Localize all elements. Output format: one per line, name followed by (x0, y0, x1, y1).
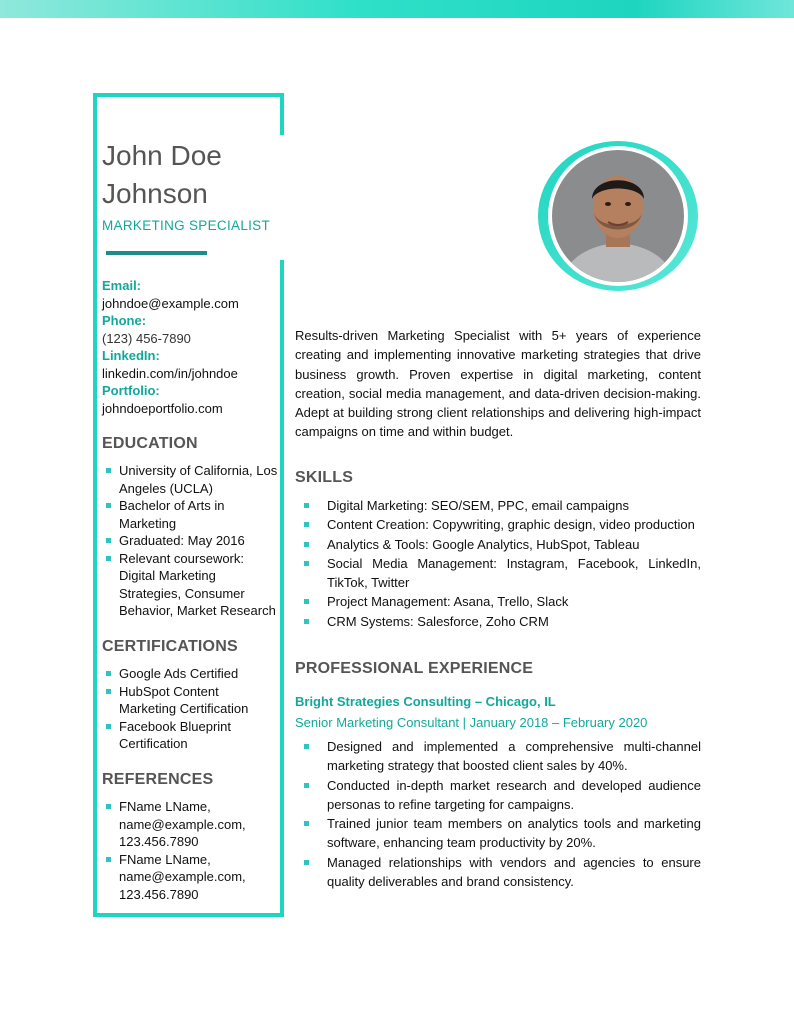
phone-label: Phone: (102, 313, 147, 328)
list-item: Designed and implemented a comprehensive multi-channel marketing strategy that boosted client sales by 40%. (295, 737, 701, 776)
list-item: Project Management: Asana, Trello, Slack (295, 592, 701, 611)
experience-list (295, 737, 701, 891)
list-item: CRM Systems: Salesforce, Zoho CRM (295, 612, 701, 631)
top-accent-bar (0, 0, 794, 18)
list-item: Relevant coursework: Digital Marketing Strategies, Consumer Behavior, Market Research (104, 550, 280, 620)
email-value[interactable]: johndoe@example.com (102, 295, 239, 311)
contact-block (102, 277, 280, 417)
list-item: Google Ads Certified (104, 665, 264, 683)
job-title: MARKETING SPECIALIST (102, 218, 271, 233)
portfolio-label: Portfolio: (102, 383, 160, 398)
list-item: Trained junior team members on analytics tools and marketing software, enhancing team productivity by 20%. (295, 814, 701, 853)
candidate-name (102, 137, 282, 213)
sidebar-frame-right-upper (280, 93, 284, 135)
list-item: Facebook Blueprint Certification (104, 718, 264, 753)
avatar (538, 141, 698, 291)
certifications-heading: CERTIFICATIONS (102, 638, 238, 655)
linkedin-value[interactable]: linkedin.com/in/johndoe (102, 365, 238, 381)
education-heading: EDUCATION (102, 435, 198, 452)
title-underline (106, 251, 207, 255)
list-item: HubSpot Content Marketing Certification (104, 683, 264, 718)
list-item: Content Creation: Copywriting, graphic design, video production (295, 515, 701, 534)
name-line-2: Johnson (102, 178, 208, 209)
sidebar-frame-top (93, 93, 283, 97)
list-item: Social Media Management: Instagram, Facebook, LinkedIn, TikTok, Twitter (295, 554, 701, 593)
linkedin-label: LinkedIn: (102, 348, 160, 363)
education-list (104, 462, 280, 620)
list-item: FName LName, name@example.com, 123.456.7890 (104, 851, 254, 904)
skills-heading: SKILLS (295, 469, 354, 486)
company-name: Bright Strategies Consulting – Chicago, IL (295, 694, 556, 709)
references-heading: REFERENCES (102, 771, 214, 788)
email-label: Email: (102, 278, 142, 293)
portfolio-value[interactable]: johndoeportfolio.com (102, 400, 223, 416)
sidebar-frame-left (93, 93, 97, 917)
list-item: Graduated: May 2016 (104, 532, 280, 550)
certifications-list (104, 665, 264, 753)
list-item: Managed relationships with vendors and agencies to ensure quality deliverables and brand consistency. (295, 853, 701, 892)
list-item: FName LName, name@example.com, 123.456.7890 (104, 798, 254, 851)
list-item: Conducted in-depth market research and developed audience personas to refine targeting for campaigns. (295, 776, 701, 815)
name-line-1: John Doe (102, 140, 222, 171)
sidebar-frame-right-lower (280, 260, 284, 917)
list-item: Digital Marketing: SEO/SEM, PPC, email campaigns (295, 496, 701, 515)
sidebar-frame-bottom (93, 913, 284, 917)
phone-value[interactable]: (123) 456-7890 (102, 330, 191, 346)
list-item: University of California, Los Angeles (UCLA) (104, 462, 280, 497)
list-item: Bachelor of Arts in Marketing (104, 497, 280, 532)
list-item: Analytics & Tools: Google Analytics, HubSpot, Tableau (295, 535, 701, 554)
skills-list (295, 496, 701, 631)
profile-summary: Results-driven Marketing Specialist with 5+ years of experience creating and implementing innovative marketing strategies that drive business growth. Proven expertise in digital marketing, content creation, social media management, and data-driven decision-making. Adept at building strong client relationships and delivering high-impact campaigns on time and within budget. (295, 328, 701, 440)
role-and-dates: Senior Marketing Consultant | January 2018 – February 2020 (295, 715, 648, 730)
references-list (104, 798, 254, 903)
experience-heading: PROFESSIONAL EXPERIENCE (295, 660, 534, 677)
profile-photo (538, 141, 698, 291)
